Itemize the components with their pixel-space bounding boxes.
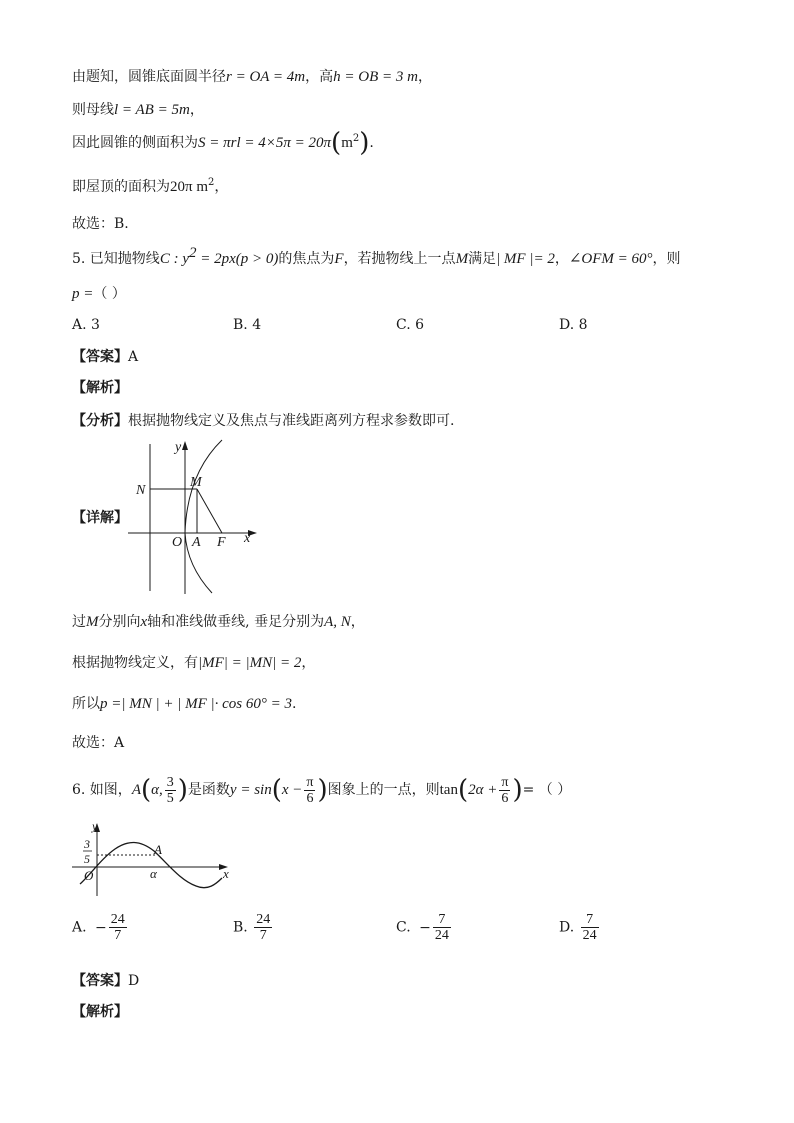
paren: ) [512,775,523,805]
answer-value: D [128,973,140,989]
q5-choice: 故选：A [72,735,125,751]
text: ， [350,614,365,630]
exponent: 2 [208,177,215,188]
q6-option-a [72,912,129,943]
fraction [433,912,451,943]
var: x [140,614,148,630]
equation: p = [72,286,94,302]
label: D. [559,919,575,936]
label-a: A [192,535,201,550]
q5-option-d: D. 8 [559,317,588,333]
paren: ( [140,775,152,805]
answer-tag: 【答案】 [72,973,128,989]
fraction [109,912,127,943]
q5-analysis-tag: 【解析】 [72,380,128,396]
var: α, [151,782,163,798]
label-x: x [223,866,229,881]
q5-detail-line1 [72,612,365,632]
equation: 20π m [170,179,208,195]
text: 的焦点为 [278,251,335,267]
q6-option-d [559,912,601,943]
den: 7 [259,928,267,943]
equation: C : y [159,251,189,267]
text: 轴和准线做垂线, 垂足分别为 [147,614,325,630]
equation: r = OA = 4m [226,69,306,85]
function: y = sin [229,782,272,798]
text: ，高 [305,69,334,85]
label-f: F [217,535,226,550]
num: π [306,774,314,790]
var: A, N [324,614,351,630]
text: 即屋顶的面积为 [72,179,170,195]
paren: ) [359,128,370,158]
sol4-line4 [72,177,228,197]
paren: ( [331,128,342,158]
q5-stem [72,245,681,269]
text: 5. 已知抛物线 [72,251,160,267]
fraction-pi-6 [499,775,510,806]
q6-stem [72,770,571,810]
text: . [369,135,374,151]
paren: ( [271,775,282,805]
text: 满足 [468,251,497,267]
text: ， [554,251,569,267]
sol4-line3 [72,128,374,158]
label: C. [396,919,411,936]
parabola-figure [126,436,262,596]
num: 3 [166,774,174,790]
text: 所以 [72,696,100,712]
paren: ( [457,775,469,805]
text: ， [301,655,316,671]
text: ， [189,102,204,118]
sine-figure [70,818,235,898]
label-o: O [172,535,183,550]
var: F [334,251,344,267]
text: . [292,696,297,712]
equation: |MF| = |MN| = 2 [198,655,302,671]
den: 6 [501,790,509,806]
q5-answer [72,347,138,367]
equation: ∠OFM = 60° [568,251,653,267]
q6-option-c [396,912,453,943]
equation: l = AB = 5m [114,102,190,118]
paren: ) [177,775,188,805]
expr: 2α + [468,782,498,798]
q5-detail-line3 [72,694,296,714]
fenxi-text: 根据抛物线定义及焦点与准线距离列方程求参数即可. [128,413,455,429]
num: 24 [256,912,271,927]
sol4-choice: 故选：B. [72,216,129,232]
den: 24 [582,928,597,943]
text: 由题知，圆锥底面圆半径 [72,69,226,85]
den: 5 [166,790,174,806]
q6-analysis-tag: 【解析】 [72,1004,128,1020]
exponent: 2 [352,133,360,144]
equation: h = OB = 3 m [333,69,418,85]
text: 6. 如图， [72,782,132,798]
text: ， [417,69,432,85]
label-a: A [154,842,162,857]
label-5: 5 [84,852,90,866]
num: 7 [433,912,451,928]
fraction [254,912,272,943]
sol4-line2 [72,100,204,120]
answer-tag: 【答案】 [72,349,128,365]
y-axis-arrow [182,441,188,450]
expr: x − [281,782,303,798]
paren: ) [317,775,328,805]
text: 图象上的一点，则 [327,782,440,798]
answer-value: A [128,349,139,365]
label-y: y [175,440,182,455]
q5-fenxi [72,411,454,431]
text: 分别向 [98,614,141,630]
text: ，则 [652,251,681,267]
equation: = 2px(p > 0) [196,251,279,267]
label-o: O [84,868,94,883]
label: A. [72,919,87,936]
q5-option-c: C. 6 [396,317,425,333]
sol4-line1 [72,67,432,87]
equation: p =| MN | + | MF |· cos 60° = 3 [100,696,293,712]
equation: | MF |= 2 [496,251,555,267]
equation: S = πrl = 4×5π = 20π [198,135,332,151]
exponent: 2 [188,245,197,261]
text: 根据抛物线定义，有 [72,655,198,671]
label-alpha: α [150,866,157,881]
num: 24 [110,912,125,927]
var: M [455,251,469,267]
var: A [131,782,141,798]
var: M [86,614,99,630]
label-x: x [244,531,251,546]
q5-stem-cont [72,284,126,304]
label: B. [233,919,248,936]
function: tan [439,782,458,798]
text: 则母线 [72,102,114,118]
q6-option-b [233,912,274,943]
text: ，若抛物线上一点 [343,251,456,267]
fenxi-tag: 【分析】 [72,413,128,429]
unit: m [341,135,353,151]
parabola-curve [185,440,222,593]
text: （ ） [93,286,126,302]
fraction-3-5 [165,775,176,806]
fraction-pi-6 [304,775,315,806]
num: 7 [581,912,599,928]
label-n: N [136,483,146,498]
q5-option-b: B. 4 [233,317,262,333]
text: = （ ） [522,782,572,798]
q5-detail-line2 [72,653,315,673]
den: 6 [306,790,314,806]
mf-segment [197,489,222,533]
text: 因此圆锥的侧面积为 [72,135,198,151]
sign: − [419,919,431,936]
q6-answer [72,971,139,991]
q5-detail-tag: 【详解】 [72,510,128,526]
text: ， [214,179,229,195]
label-y: y [92,819,98,833]
den: 24 [434,928,449,943]
text: 过 [72,614,86,630]
text: 是函数 [187,782,230,798]
label-3: 3 [84,837,90,851]
q5-option-a: A. 3 [72,317,100,333]
fraction [581,912,599,943]
label-m: M [190,475,202,490]
den: 7 [114,928,122,943]
sign: − [95,919,107,936]
num: π [501,774,509,790]
